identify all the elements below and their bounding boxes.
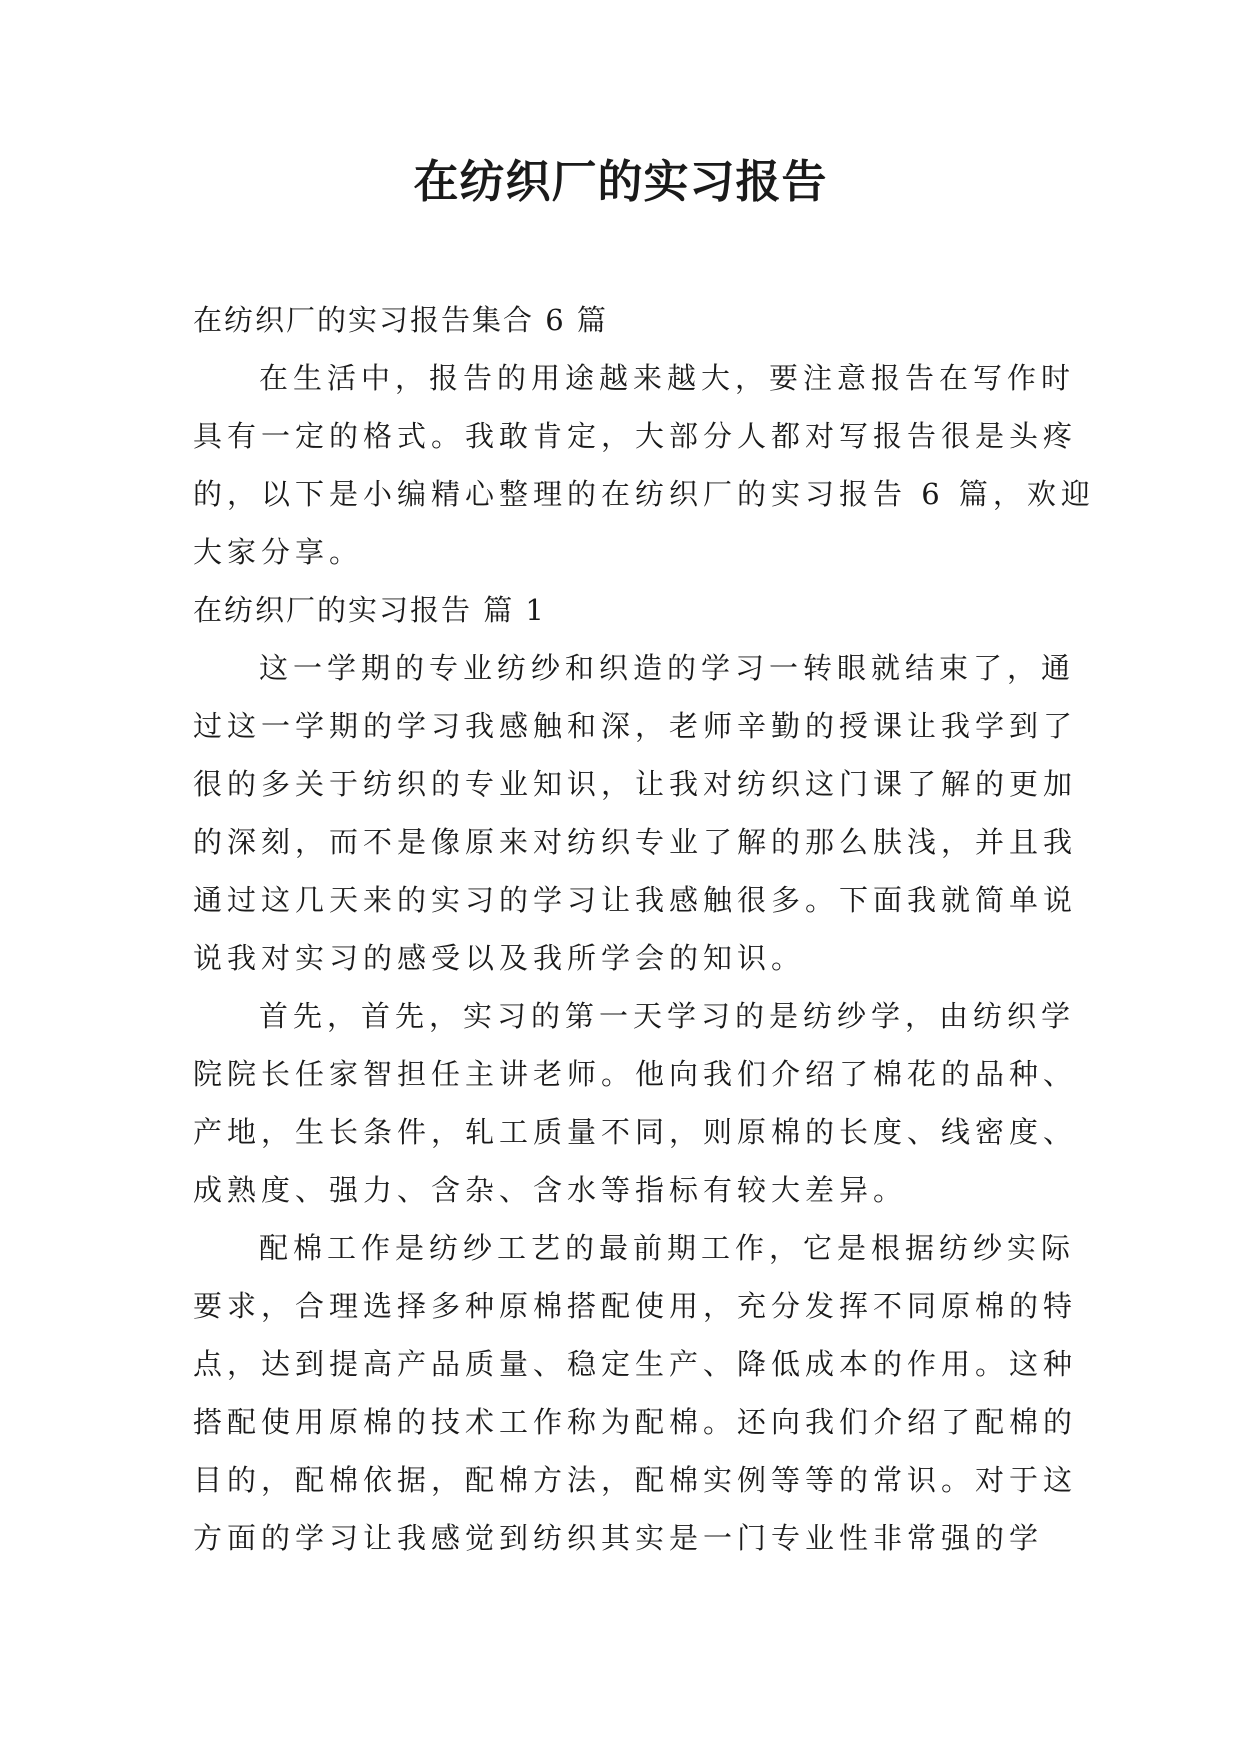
paragraph-line: 在生活中，报告的用途越来越大，要注意报告在写作时 [259,361,1076,395]
paragraph-line: 大家分享。 [193,535,364,569]
paragraph-line: 过这一学期的学习我感触和深，老师辛勤的授课让我学到了 [193,709,1078,743]
collection-heading: 在纺织厂的实习报告集合 6 篇 [193,303,608,337]
paragraph-line: 成熟度、强力、含杂、含水等指标有较大差异。 [193,1173,908,1207]
paragraph-line: 院院长任家智担任主讲老师。他向我们介绍了棉花的品种、 [193,1057,1078,1091]
paragraph-line: 说我对实习的感受以及我所学会的知识。 [193,941,806,975]
paragraph-line: 具有一定的格式。我敢肯定，大部分人都对写报告很是头疼 [193,419,1078,453]
paragraph-line: 点，达到提高产品质量、稳定生产、降低成本的作用。这种 [193,1347,1078,1381]
paragraph-line: 通过这几天来的实习的学习让我感触很多。下面我就简单说 [193,883,1078,917]
section-heading: 在纺织厂的实习报告 篇 1 [193,593,546,627]
paragraph-line: 的，以下是小编精心整理的在纺织厂的实习报告 6 篇，欢迎 [193,477,1095,511]
paragraph-line: 的深刻，而不是像原来对纺织专业了解的那么肤浅，并且我 [193,825,1078,859]
paragraph-line: 目的，配棉依据，配棉方法，配棉实例等等的常识。对于这 [193,1463,1078,1497]
paragraph-line: 这一学期的专业纺纱和织造的学习一转眼就结束了，通 [259,651,1076,685]
paragraph-line: 要求，合理选择多种原棉搭配使用，充分发挥不同原棉的特 [193,1289,1078,1323]
paragraph-line: 首先，首先，实习的第一天学习的是纺纱学，由纺织学 [259,999,1076,1033]
document-title: 在纺织厂的实习报告 [413,155,828,208]
paragraph-line: 产地，生长条件，轧工质量不同，则原棉的长度、线密度、 [193,1115,1078,1149]
paragraph-line: 配棉工作是纺纱工艺的最前期工作，它是根据纺纱实际 [259,1231,1076,1265]
paragraph-line: 很的多关于纺织的专业知识，让我对纺织这门课了解的更加 [193,767,1078,801]
paragraph-line: 方面的学习让我感觉到纺织其实是一门专业性非常强的学 [193,1521,1044,1555]
paragraph-line: 搭配使用原棉的技术工作称为配棉。还向我们介绍了配棉的 [193,1405,1078,1439]
document-body [193,291,1095,1567]
